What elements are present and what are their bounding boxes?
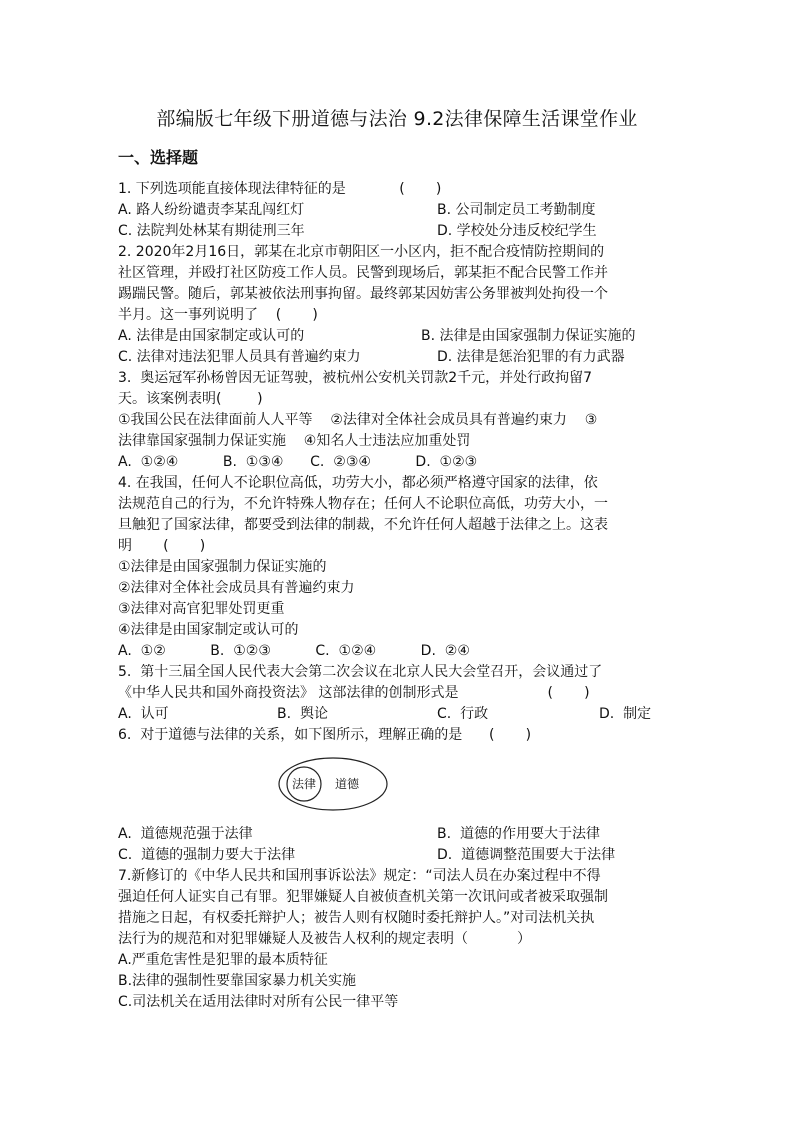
section-heading: 一、选择题 (118, 148, 199, 167)
q1-stem: 1. 下列选项能直接体现法律特征的是 ( ) (118, 181, 442, 197)
q4-statement-1: ①法律是由国家强制力保证实施的 (118, 559, 327, 575)
q6-option-a: A. 道德规范强于法律 (118, 826, 253, 842)
q5-option-d: D. 制定 (599, 706, 652, 722)
q3-line-3: ①我国公民在法律面前人人平等 ②法律对全体社会成员具有普遍约束力 ③ (118, 412, 598, 428)
q4-line-4: 明 ( ) (118, 538, 206, 554)
q5-line-2: 《中华人民共和国外商投资法》 这部法律的创制形式是 ( ) (118, 685, 590, 701)
q2-option-b: B. 法律是由国家强制力保证实施的 (421, 328, 636, 344)
document-title: 部编版七年级下册道德与法治 9.2法律保障生活课堂作业 (156, 108, 638, 130)
law-label: 法律 (291, 777, 317, 791)
q7-option-c: C.司法机关在适用法律时对所有公民一律平等 (118, 994, 399, 1010)
q3-options: A. ①②④ B. ①③④ C. ②③④ D. ①②③ (118, 454, 478, 470)
q3-line-1: 3. 奥运冠军孙杨曾因无证驾驶，被杭州公安机关罚款2千元，并处行政拘留7 (118, 370, 593, 386)
q7-line-3: 措施之日起，有权委托辩护人；被告人则有权随时委托辩护人。”对司法机关执 (118, 910, 595, 926)
q4-statement-3: ③法律对高官犯罪处罚更重 (118, 601, 285, 617)
q7-option-a: A.严重危害性是犯罪的最本质特征 (118, 952, 328, 968)
q7-line-2: 强迫任何人证实自己有罪。犯罪嫌疑人自被侦查机关第一次讯问或者被采取强制 (118, 889, 608, 905)
q7-option-b: B.法律的强制性要靠国家暴力机关实施 (118, 973, 357, 989)
q4-options: A. ①② B. ①②③ C. ①②④ D. ②④ (118, 643, 470, 659)
q4-line-1: 4. 在我国，任何人不论职位高低，功劳大小，都必须严格遵守国家的法律，依 (118, 475, 598, 491)
q5-option-b: B. 舆论 (277, 706, 328, 722)
q1-option-c: C. 法院判处林某有期徒刑三年 (118, 223, 305, 239)
morality-label: 道德 (334, 777, 360, 791)
q3-line-4: 法律靠国家强制力保证实施 ④知名人士违法应加重处罚 (118, 433, 471, 449)
q5-option-c: C. 行政 (437, 706, 489, 722)
q1-option-a: A. 路人纷纷谴责李某乱闯红灯 (118, 202, 305, 218)
q6-stem: 6. 对于道德与法律的关系，如下图所示，理解正确的是 ( ) (118, 727, 532, 743)
q5-option-a: A. 认可 (118, 706, 169, 722)
q2-option-a: A. 法律是由国家制定或认可的 (118, 328, 305, 344)
law-morality-venn-diagram (277, 756, 389, 812)
q1-option-b: B. 公司制定员工考勤制度 (437, 202, 596, 218)
q7-line-4: 法行为的规范和对犯罪嫌疑人及被告人权利的规定表明（ ） (118, 931, 531, 947)
q3-line-2: 天。该案例表明( ) (118, 391, 263, 407)
q2-line-4: 半月。这一事列说明了 ( ) (118, 307, 318, 323)
q4-line-3: 旦触犯了国家法律，都要受到法律的制裁，不允许任何人超越于法律之上。这表 (118, 517, 608, 533)
q6-option-d: D. 道德调整范围要大于法律 (437, 847, 616, 863)
q4-statement-2: ②法律对全体社会成员具有普遍约束力 (118, 580, 355, 596)
q6-option-b: B. 道德的作用要大于法律 (437, 826, 600, 842)
q2-line-2: 社区管理，并殴打社区防疫工作人员。民警到现场后，郭某拒不配合民警工作并 (118, 265, 608, 281)
q2-option-d: D. 法律是惩治犯罪的有力武器 (437, 349, 625, 365)
q4-statement-4: ④法律是由国家制定或认可的 (118, 622, 299, 638)
q7-line-1: 7.新修订的《中华人民共和国刑事诉讼法》规定：“司法人员在办案过程中不得 (118, 868, 601, 884)
q1-option-d: D. 学校处分违反校纪学生 (437, 223, 597, 239)
q4-line-2: 法规范自己的行为，不允许特殊人物存在；任何人不论职位高低，功劳大小，一 (118, 496, 608, 512)
q5-line-1: 5. 第十三届全国人民代表大会第二次会议在北京人民大会堂召开，会议通过了 (118, 664, 603, 680)
q2-option-c: C. 法律对违法犯罪人员具有普遍约束力 (118, 349, 361, 365)
q2-line-1: 2. 2020年2月16日，郭某在北京市朝阳区一小区内，拒不配合疫情防控期间的 (118, 244, 605, 260)
q6-option-c: C. 道德的强制力要大于法律 (118, 847, 296, 863)
q2-line-3: 踢踹民警。随后，郭某被依法刑事拘留。最终郭某因妨害公务罪被判处拘役一个 (118, 286, 608, 302)
